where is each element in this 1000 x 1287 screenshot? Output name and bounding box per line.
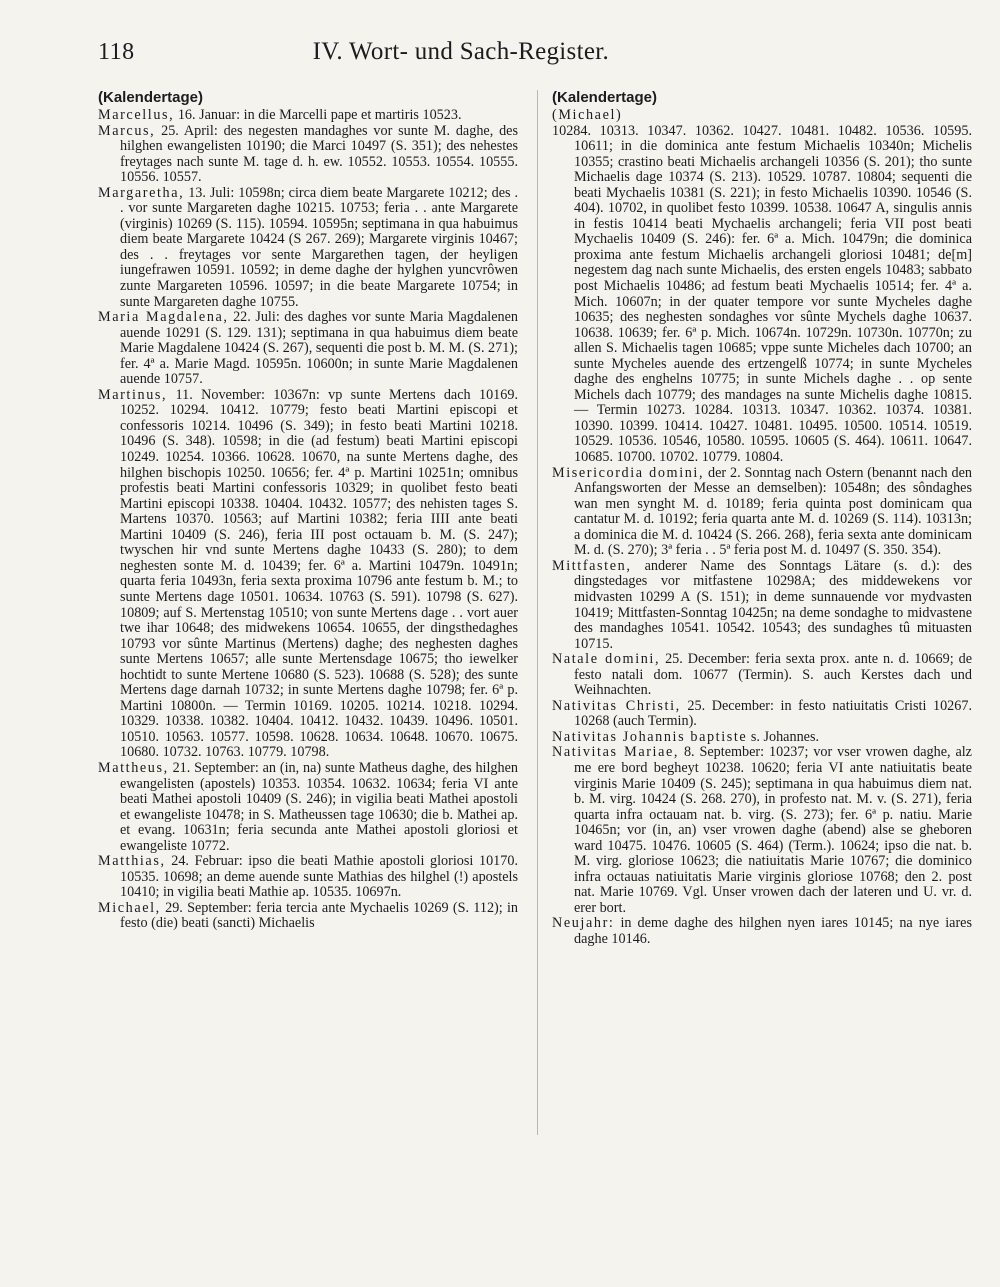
- entry-text: 29. September: feria tercia ante Mychaelis 10269 (S. 112); in festo (die) beati (sancti) Michaelis: [120, 899, 518, 932]
- entry-text: 25. December: feria sexta prox. ante n. d. 10669; de festo natali dom. 10677 (Termin). S. auch Kerstes dach und Weihnachten.: [574, 651, 972, 699]
- entry-list: [552, 108, 972, 948]
- entry-text: 10284. 10313. 10347. 10362. 10427. 10481. 10482. 10536. 10595. 10611; in die dominica ante festum Michaelis 10340n; Michelis 10355; crastino beati Michaelis archangeli 10356 (S. 201); tho sunte Michaelis dage 10374 (S. 213). 10529. 10787. 10804; sequenti die beati Mychaelis 10381 (S. 221); in festo Michaelis 10390. 10546 (S. 404). 10702, in quolibet festo 10399. 10538. 10647 A, singulis annis in festis 10414 beati Mychaelis archangeli; feria VII post beati Mychaelis 10409 (S. 246): fer. 6ª a. Mich. 10479n; die dominica proxima ante festum Michaelis archangeli gloriosi 10481; de[m] negestem dag nach sunte Michaelis, des ersten engels 10483; sabbato post Michaelis 10486; ad festum beati Mychaelis 10514; fer. 4ª a. Mich. 10607n; in der quater tempore vor sunte Mycheles daghe 10635; des neghesten sondaghes vor sûnte Mychels daghe 10637. 10638. 10639; fer. 6ª p. Mich. 10674n. 10729n. 10730n. 10770n; zu allen S. Michaelis tagen 10685; vppe sunte Micheles dach 10700; an sunte Mycheles auende des ertzengelß 10774; in sunte Mycheles daghe des enghelns 10775; in sunte Michels daghe . . op sente Michels dach 10779; des mandages na sunte Michelis daghe 10815. — Termin 10273. 10284. 10313. 10347. 10362. 10374. 10381. 10390. 10399. 10414. 10427. 10481. 10495. 10500. 10514. 10519. 10529. 10536. 10546, 10580. 10595. 10605 (S. 464). 10611. 10647. 10685. 10700. 10702. 10779. 10804.: [552, 122, 972, 466]
- entry-text: 24. Februar: ipso die beati Mathie apostoli gloriosi 10170. 10535. 10698; an deme auende sunte Mathias des hilghel (!) apostels 10410; in vigilia beati Mathie ap. 10535. 10697n.: [120, 853, 518, 901]
- register-entry: [552, 124, 972, 466]
- register-entry: [98, 901, 518, 932]
- entry-term: Martinus,: [98, 386, 168, 403]
- register-entry: [552, 559, 972, 652]
- entry-term: Nativitas Christi,: [552, 697, 681, 714]
- entry-term: Marcus,: [98, 122, 156, 139]
- entry-term: Margaretha,: [98, 184, 185, 201]
- register-entry: [552, 652, 972, 699]
- register-entry: [552, 730, 972, 746]
- right-column: [552, 90, 972, 948]
- register-entry: [552, 466, 972, 559]
- entry-text: 16. Januar: in die Marcelli pape et martiris 10523.: [174, 107, 462, 123]
- column-divider: [537, 90, 538, 1135]
- entry-term: Marcellus,: [98, 107, 175, 123]
- register-entry: [98, 310, 518, 388]
- entry-term: Natale domini,: [552, 651, 661, 668]
- entry-text: 25. April: des negesten mandaghes vor sunte M. daghe, des hilghen ewangelisten 10190; die Marci 10497 (S. 351); des nehestes freytages nach sunte M. tage d. h. ew. 10552. 10553. 10554. 10555. 10556. 10557.: [120, 122, 518, 186]
- register-entry: [98, 854, 518, 901]
- register-entry: [552, 916, 972, 947]
- left-column: [98, 90, 518, 932]
- entry-term: Mattheus,: [98, 759, 169, 776]
- page-number: 118: [98, 39, 135, 65]
- register-entry: [98, 108, 518, 124]
- entry-term: Mittfasten,: [552, 557, 632, 574]
- register-entry: [98, 186, 518, 310]
- entry-text: anderer Name des Sonntags Lätare (s. d.): des dingstedages vor mitfastene 10298A; des middewekens vor midvasten 10299 A (S. 151); in deme sunnauende vor mydvasten 10419; Mittfasten-Sonntag 10425n; na deme sondaghe to midvastene des mandaghes 10541. 10542. 10543; des sundaghes tû mituasten 10715.: [574, 557, 972, 652]
- entry-text: 22. Juli: des daghes vor sunte Maria Magdalenen auende 10291 (S. 129. 131); septimana in qua habuimus diem beate Marie Magdalene 10424 (S. 267), sequenti die post b. M. M. (S. 271); fer. 4ª a. Marie Magd. 10595n. 10600n; in sunte Marie Magdalenen auende 10757.: [120, 309, 518, 388]
- entry-term: Matthias,: [98, 853, 166, 870]
- register-entry: [552, 699, 972, 730]
- running-head: IV. Wort- und Sach-Register.: [312, 38, 610, 65]
- entry-text: 8. September: 10237; vor vser vrowen daghe, alz me ere bord begheyt 10238. 10620; feria VI ante natiuitatis beate virginis Marie 10409 (S. 245); septimana in qua habuimus diem nat. b. M. virg. 10424 (S. 268. 270), in profesto nat. M. v. (S. 271), feria quarta infra octauam nat. b. virg. (S. 273); fer. 6ª p. natiu. Marie 10465n; vor (in, an) vser vrowen daghe (abend) alse se gheboren ward 10475. 10476. 10605 (S. 464) (Term.). 10624; ipso die nat. b. M. virg. gloriose 10623; die natiuitatis Marie 10767; die dominico infra octauas natiuitatis Marie virginis gloriose 10768; den 2. post nat. Marie 10769. Vgl. Unser vrowen dach der lateren und U. vr. d. erer bort.: [574, 744, 972, 916]
- entry-term: Misericordia domini,: [552, 464, 705, 481]
- entry-term: Michael,: [98, 899, 161, 916]
- entry-text: in deme daghe des hilghen nyen iares 10145; na nye iares daghe 10146.: [574, 915, 972, 947]
- entry-text: der 2. Sonntag nach Ostern (benannt nach den Anfangsworten der Messe an demselben): 10548n; des sôndaghes wan men synght M. d. 10189; feria quinta post dominicam qua cantatur M. d. 10192; feria quarta ante M. d. 10269 (S. 114). 10313n; a dominica die M. d. 10424 (S. 266. 268), feria sexta ante dominicam M. d. (S. 270); 3ª feria . . 5ª feria post M. d. 10497 (S. 350. 354).: [574, 464, 972, 559]
- entry-term: Maria Magdalena,: [98, 309, 229, 326]
- entry-term: Neujahr:: [552, 915, 615, 932]
- entry-text: 13. Juli: 10598n; circa diem beate Margarete 10212; des . . vor sunte Margareten daghe 10215. 10753; feria . . ante Margarete (virginis) 10269 (S. 115). 10594. 10595n; septimana in qua habuimus diem beate Margarete 10424 (S 267. 269); Margarete virginis 10467; des . . freytages vor sente Margarethen tagen, der heyligen iungefrawen 10591. 10592; in deme daghe der hylghen yuncvrôwen zunte Margareten 10596. 10597; in die beate Margarete 10754; in sunte Margareten daghe 10755.: [120, 184, 518, 310]
- page-header: [98, 38, 688, 66]
- entry-list: [98, 108, 518, 932]
- entry-term: Nativitas Johannis baptiste: [552, 728, 748, 745]
- register-entry: [552, 745, 972, 916]
- entry-text: 21. September: an (in, na) sunte Matheus daghe, des hilghen ewangelisten (apostels) 10353. 10354. 10632. 10634; feria VI ante beati Mathei apostoli 10409 (S. 246); in vigilia beati Mathei apostoli et ewangeliste 10478; in S. Matheussen tage 10630; die b. Mathei ap. et evang. 10631n; feria secunda ante Mathei apostoli gloriosi et ewangeliste 10772.: [120, 759, 518, 854]
- entry-text: s. Johannes.: [747, 728, 820, 745]
- register-entry: [98, 388, 518, 761]
- entry-term: (Michael): [552, 107, 623, 123]
- register-entry: [98, 124, 518, 186]
- register-entry: [98, 761, 518, 854]
- column-heading: (Kalendertage): [552, 89, 658, 106]
- register-entry: [552, 108, 972, 124]
- entry-text: 11. November: 10367n: vp sunte Mertens dach 10169. 10252. 10294. 10412. 10779; festo beati Martini episcopi et confessoris 10214. 10496 (S. 349); in festo beati Martini 10218. 10496 (S. 348). 10598; in die (ad festum) beati Martini episcopi 10249. 10254. 10366. 10628. 10670, na sunte Mertens daghe, des hilghen bischopis 10250. 10656; fer. 4ª p. Martini 10251n; omnibus profestis beati Martini confessoris 10329; in quolibet festo beati Martini episcopi 10338. 10404. 10432. 10577; des nehisten tages S. Martens 10370. 10563; auf Martini 10382; feria IIII ante beati Martini 10409 (S. 246), feria III post octauam b. M. (S. 247); twyschen hir vnd sunte Mertens daghe 10433 (S. 280); to dem neghesten sonte M. d. 10439; fer. 6ª a. Martini 10479n. 10491n; quarta feria 10493n, feria sexta proxima 10796 ante festum b. M.; to sunte Mertens dage 10501. 10634. 10763 (S. 591). 10798 (S. 627). 10809; auf S. Mertenstag 10510; von sunte Mertens dage . . vort auer twe ihar 10648; des midwekens 10654. 10655, der dingsthedaghes 10793 vor sûnte Martinus (Mertens) daghe; des neghesten daghes sunte Mertens 10657; alle sunte Mertensdage 10675; tho iewelker hochtidt to sunte Mertene 10680 (S. 523). 10688 (S. 528); des sunte Mertens dage darnah 10732; in sunte Mertens daghe 10798; fer. 6ª p. Martini 10800n. — Termin 10169. 10205. 10214. 10218. 10294. 10329. 10338. 10382. 10404. 10412. 10432. 10439. 10496. 10501. 10510. 10563. 10577. 10598. 10628. 10634. 10648. 10670. 10675. 10680. 10732. 10763. 10779. 10798.: [120, 386, 518, 761]
- entry-text: 25. December: in festo natiuitatis Cristi 10267. 10268 (auch Termin).: [574, 697, 972, 730]
- entry-term: Nativitas Mariae,: [552, 744, 680, 761]
- column-heading: (Kalendertage): [98, 89, 204, 106]
